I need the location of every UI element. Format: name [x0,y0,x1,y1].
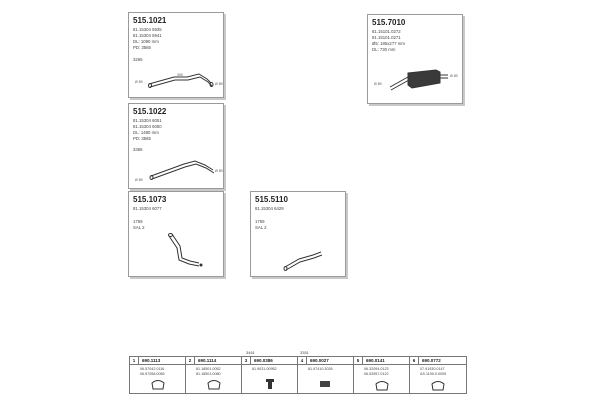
accessory-ref: 81.18501.0052 [196,367,221,371]
accessory-ref: 81.18501.0080 [196,372,221,376]
accessory-cell [298,357,354,393]
clamp-icon [354,357,410,393]
accessory-ref: 81.97410.3026 [308,367,333,371]
part-ref-line: 81.15304 6429 [255,206,284,211]
dimension-label: 390 [177,73,183,77]
accessory-cell [130,357,186,393]
dimension-label: Ø 89 [215,169,223,173]
dimension-label: Ø 89 [450,74,458,78]
accessory-ref: 06.53957.0122 [364,372,389,376]
part-number: 515.7010 [372,18,406,27]
accessory-ref: 06.57058.0065 [140,372,165,376]
accessory-part-number: 690.0386 [254,358,273,363]
part-card-515-1021 [128,12,224,98]
accessory-cell [410,357,466,393]
exhaust-pipe-drawing [129,104,223,188]
accessory-part-number: 690.1114 [198,358,217,363]
part-ref-line: 81.15304 6051 [133,118,162,123]
accessory-index: 4 [298,357,307,364]
dimension-label: Ø 89 [374,82,382,86]
accessory-part-number: 690.1113 [142,358,161,363]
dimension-label: Ø 89 [215,82,223,86]
part-note: 3365 [133,147,143,152]
part-dim-line: Ø5: 185x277 mm [372,41,405,46]
assembly-note: 3461 [246,350,255,355]
part-dim-line: PD: 3565 [133,45,151,50]
accessory-ref: 07.91930.0147 [420,367,445,371]
part-note: 3265 [133,57,143,62]
exhaust-pipe-drawing [129,13,223,97]
accessory-cell [354,357,410,393]
dimension-label: Ø 89 [135,178,143,182]
part-number: 515.1073 [133,195,167,204]
assembly-note: 3351 [300,350,309,355]
part-card-515-5110 [250,191,346,277]
part-dim-line: DL: 1090 mm [133,39,159,44]
part-ref-line: 81.15304 6050 [133,124,162,129]
part-dim-line: PD: 3565 [133,136,151,141]
part-ref-line: 81.15304 6077 [133,206,162,211]
part-card-515-1022 [128,103,224,189]
part-number: 515.5110 [255,195,288,204]
accessory-index: 6 [410,357,419,364]
part-number: 515.1022 [133,107,167,116]
accessory-index: 3 [242,357,251,364]
accessory-ref: AS.1190.0.0005 [420,372,447,376]
part-dim-line: DL: 1480 mm [133,130,159,135]
accessory-index: 1 [130,357,139,364]
clamp-icon [130,357,186,393]
accessory-part-number: 690.0772 [422,358,441,363]
gasket-icon [298,357,354,393]
silencer-drawing [368,15,462,103]
accessory-ref: 81.9031.00952 [252,367,277,371]
accessories-table [129,356,467,394]
clamp-icon [410,357,466,393]
straight-pipe-drawing [251,192,345,276]
accessory-part-number: 690.0027 [310,358,329,363]
bent-pipe-drawing [129,192,223,276]
dimension-label: Ø 89 [135,80,143,84]
clamp-icon [186,357,242,393]
part-ref-line: 81.15304 5935 [133,27,162,32]
part-card-515-7010 [367,14,463,104]
accessory-part-number: 690.0141 [366,358,385,363]
accessory-ref: 06.32094.0123 [364,367,389,371]
accessory-index: 5 [354,357,363,364]
bolt-icon [242,357,298,393]
part-number: 515.1021 [133,16,167,25]
part-card-515-1073 [128,191,224,277]
accessory-cell [186,357,242,393]
part-note: 1759 SAL 2 [133,219,145,230]
part-ref-line: 81.15304 5941 [133,33,162,38]
part-ref-line: 81.15101.0271 [372,35,401,40]
part-dim-line: DL: 730 mm [372,47,396,52]
part-ref-line: 81.15101.0272 [372,29,401,34]
accessory-index: 2 [186,357,195,364]
accessory-cell [242,357,298,393]
part-note: 1759 SAL 2 [255,219,267,230]
accessory-ref: 06.57042.0116 [140,367,165,371]
